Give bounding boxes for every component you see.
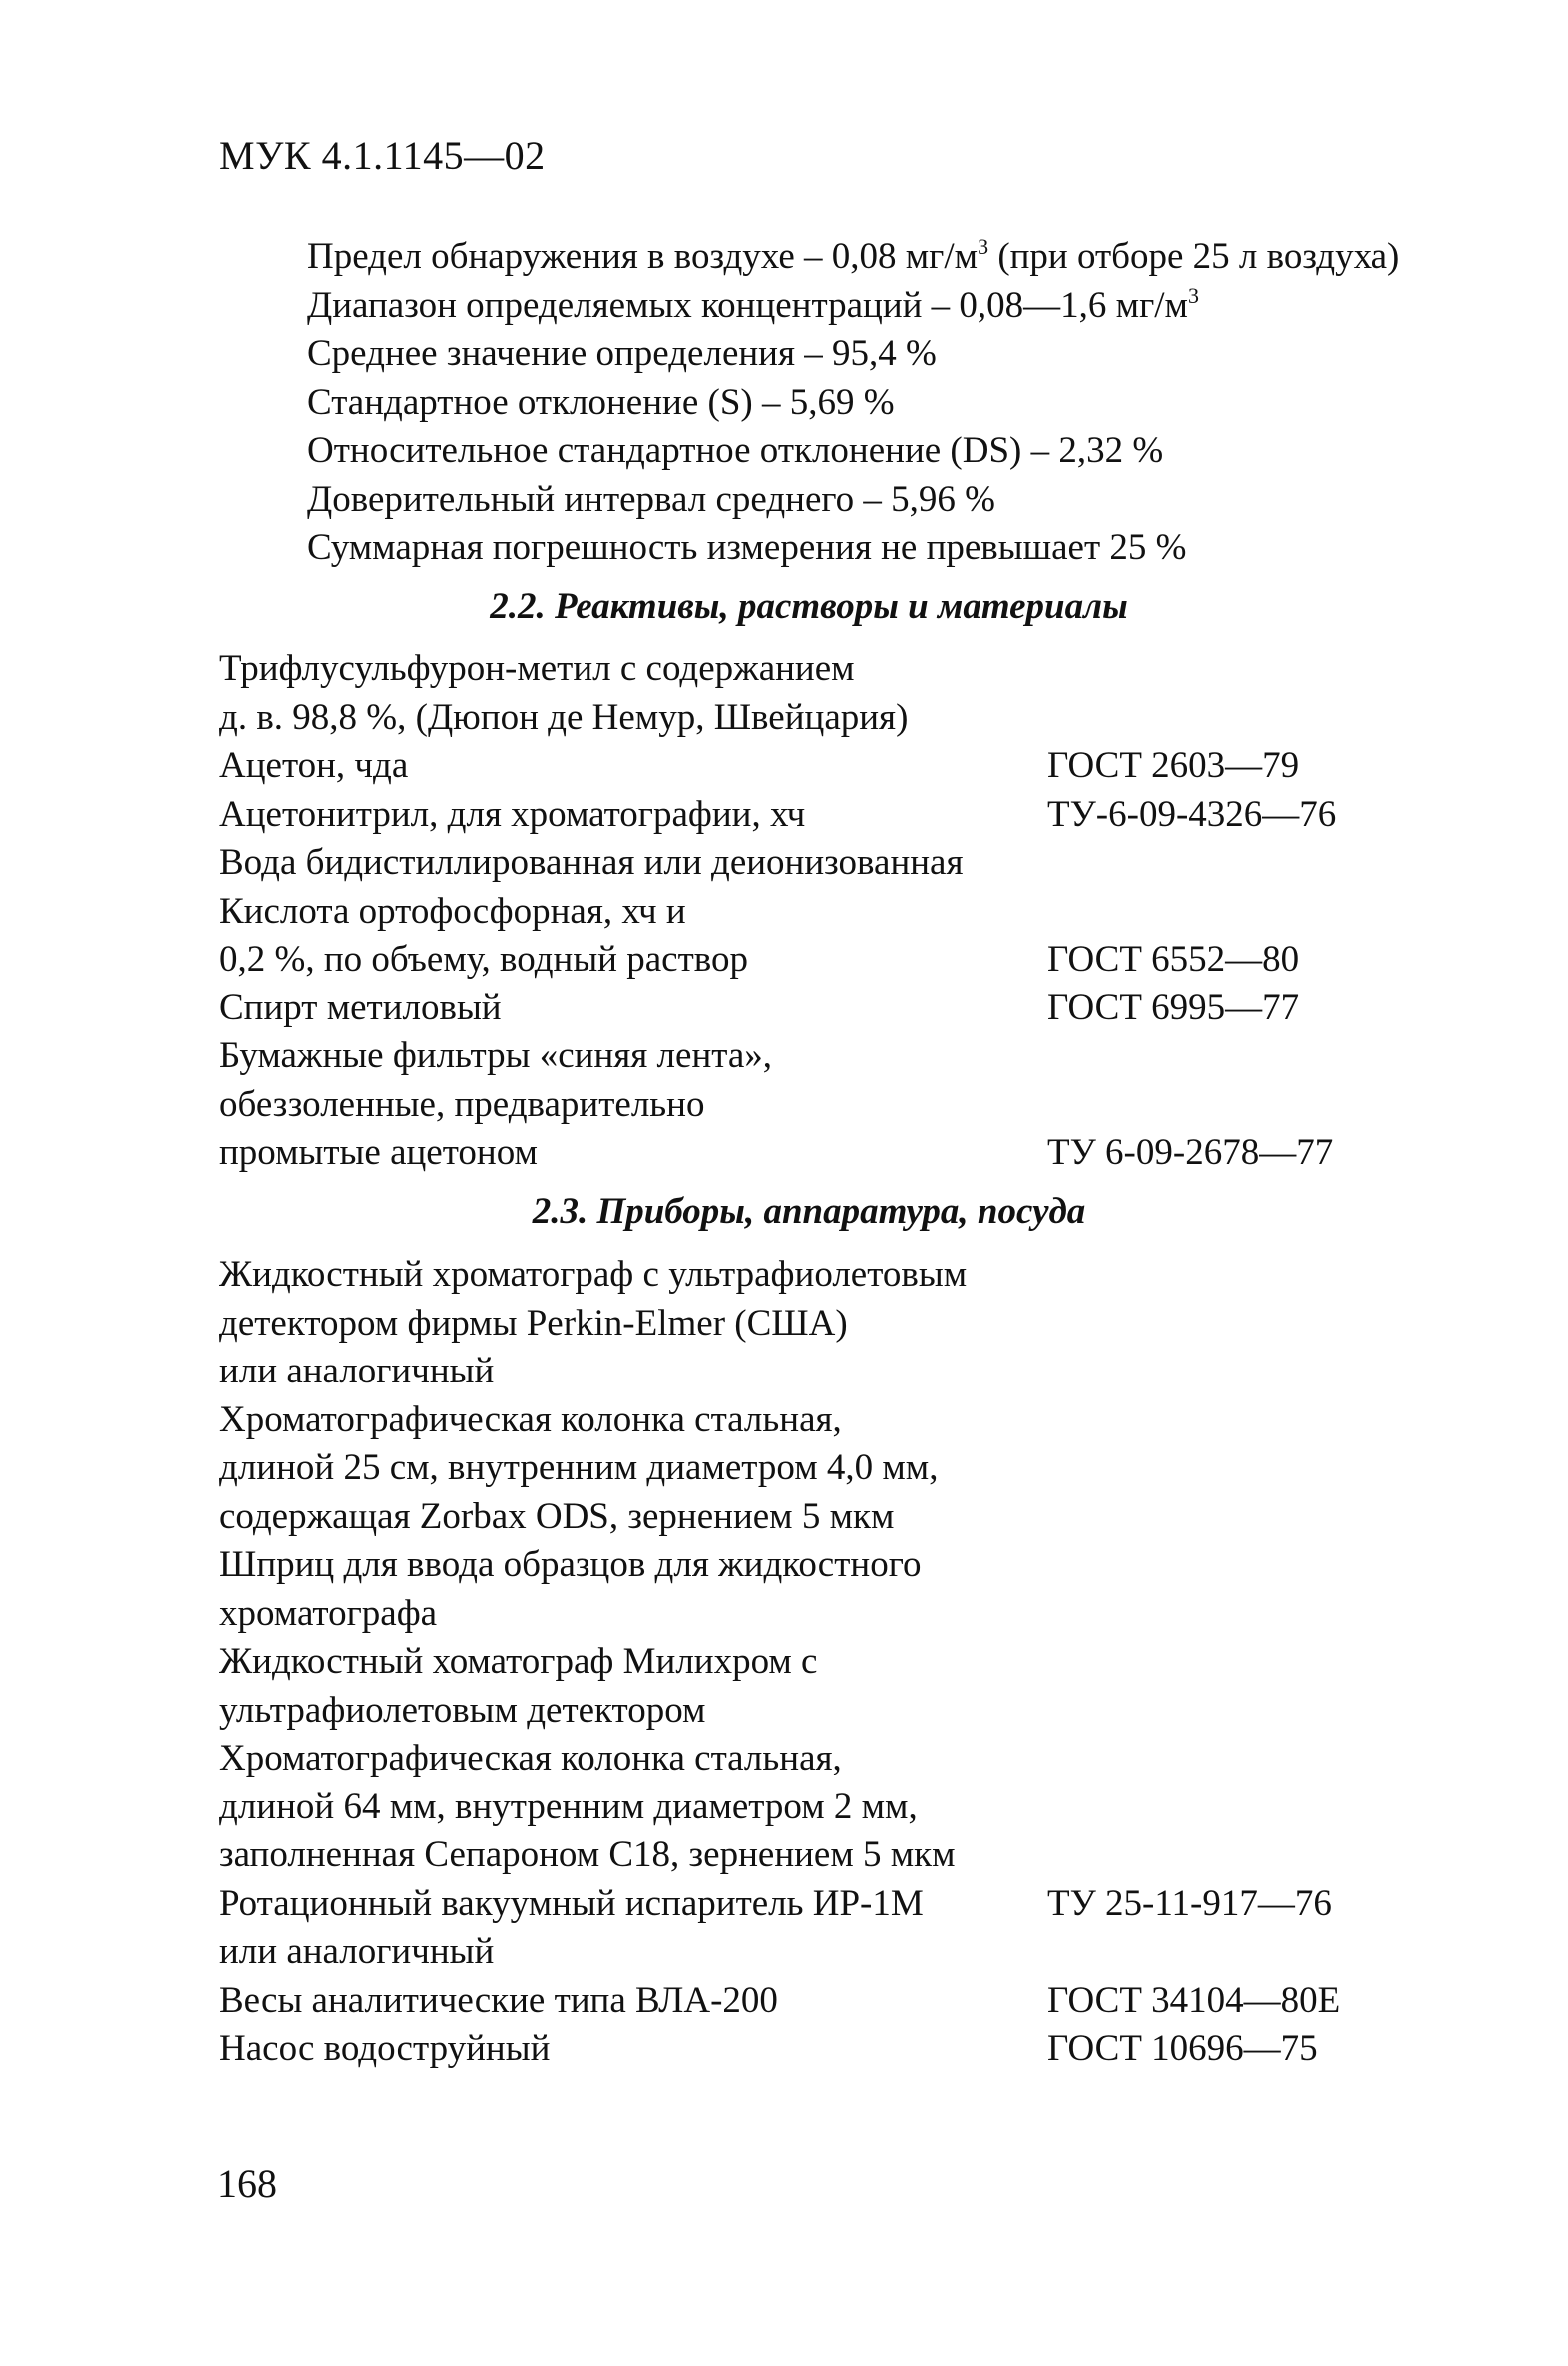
list-item: [219, 1638, 1367, 1735]
list-item: [219, 1032, 1367, 1129]
metric-text: Предел обнаружения в воздухе – 0,08 мг/м: [307, 236, 979, 277]
list-item: [219, 839, 1367, 888]
metric-text: Относительное стандартное отклонение (DS) – 2,32 %: [307, 430, 1164, 471]
metric-line: [307, 282, 1554, 331]
list-item: [219, 1977, 1367, 2026]
item-name: Хроматографическая колонка стальная, длиной 25 см, внутренним диаметром 4,0 мм, содержащая Zorbax ODS, зернением 5 мкм: [219, 1398, 939, 1537]
list-item: [219, 1251, 1367, 1396]
item-standard: [1047, 1032, 1367, 1129]
metric-text: Стандартное отклонение (S) – 5,69 %: [307, 381, 895, 423]
metrological-characteristics: [307, 233, 1554, 573]
item-standard: ГОСТ 34104—80Е: [1047, 1979, 1341, 2021]
list-item: [219, 742, 1367, 791]
section-heading-equipment: 2.3. Приборы, аппаратура, посуда: [532, 1191, 1086, 1232]
section-heading-reagents: 2.2. Реактивы, растворы и материалы: [490, 587, 1128, 627]
item-name: Трифлусульфурон-метил с содержанием д. в. 98,8 %, (Дюпон де Немур, Швейцария): [219, 648, 909, 738]
metric-text: Диапазон определяемых концентраций – 0,08—1,6 мг/м: [307, 284, 1188, 326]
metric-text: Среднее значение определения – 95,4 %: [307, 333, 937, 374]
item-standard: [1047, 1638, 1367, 1735]
item-name: Насос водоструйный: [219, 2028, 551, 2069]
item-name: или аналогичный: [219, 1931, 495, 1972]
item-standard: ТУ-6-09-4326—76: [1047, 793, 1337, 835]
item-name: Весы аналитические типа ВЛА-200: [219, 1979, 778, 2021]
list-item: [219, 791, 1367, 840]
item-standard: [1047, 1396, 1367, 1542]
item-standard: [1047, 839, 1367, 888]
item-name: Ацетонитрил, для хроматографии, хч: [219, 793, 806, 835]
document-code-header: МУК 4.1.1145—02: [219, 133, 546, 178]
metric-line: [307, 476, 1554, 525]
list-item: [219, 2025, 1367, 2074]
item-standard: ТУ 25-11-917—76: [1047, 1882, 1332, 1924]
item-standard: ГОСТ 10696—75: [1047, 2028, 1318, 2069]
list-item: [219, 1735, 1367, 1880]
metric-text: Суммарная погрешность измерения не превышает 25 %: [307, 527, 1187, 568]
item-name: Вода бидистиллированная или деионизованная: [219, 842, 964, 883]
item-name: промытые ацетоном: [219, 1132, 538, 1173]
list-item: [219, 888, 1367, 937]
metric-line: [307, 427, 1554, 476]
item-name: Ацетон, чда: [219, 745, 409, 786]
item-standard: [1047, 1735, 1367, 1880]
item-standard: [1047, 1928, 1367, 1977]
page-number: 168: [217, 2162, 277, 2206]
list-item: [219, 645, 1367, 742]
item-standard: [1047, 645, 1367, 742]
list-item: [219, 1129, 1367, 1178]
item-standard: [1047, 888, 1367, 937]
item-standard: [1047, 1251, 1367, 1396]
item-standard: [1047, 1541, 1367, 1638]
list-item: [219, 1396, 1367, 1542]
item-standard: ГОСТ 2603—79: [1047, 745, 1300, 786]
equipment-list: [219, 1251, 1367, 2074]
metric-line: [307, 379, 1554, 428]
metric-superscript: 3: [1187, 282, 1199, 308]
item-name: Кислота ортофосфорная, хч и: [219, 890, 686, 932]
item-standard: ТУ 6-09-2678—77: [1047, 1132, 1334, 1173]
list-item: [219, 1928, 1367, 1977]
list-item: [219, 1880, 1367, 1929]
list-item: [219, 936, 1367, 985]
item-standard: ГОСТ 6552—80: [1047, 939, 1300, 980]
metric-line: [307, 524, 1554, 573]
item-standard: ГОСТ 6995—77: [1047, 986, 1300, 1028]
metric-line: [307, 233, 1554, 282]
list-item: [219, 1541, 1367, 1638]
item-name: Ротационный вакуумный испаритель ИР-1М: [219, 1882, 924, 1924]
item-name: Спирт метиловый: [219, 986, 502, 1028]
metric-superscript: 3: [978, 234, 989, 259]
metric-tail: (при отборе 25 л воздуха): [988, 236, 1400, 277]
item-name: Бумажные фильтры «синяя лента», обеззоленные, предварительно: [219, 1035, 773, 1125]
reagents-list: [219, 645, 1367, 1178]
item-name: Хроматографическая колонка стальная, длиной 64 мм, внутренним диаметром 2 мм, заполненная Сепароном С18, зернением 5 мкм: [219, 1738, 956, 1875]
item-name: Жидкостный хоматограф Милихром с ультрафиолетовым детектором: [219, 1641, 818, 1731]
list-item: [219, 985, 1367, 1033]
item-name: Жидкостный хроматограф с ультрафиолетовым детектором фирмы Perkin-Elmer (США) или аналогичный: [219, 1254, 968, 1391]
item-name: 0,2 %, по объему, водный раствор: [219, 939, 748, 980]
item-name: Шприц для ввода образцов для жидкостного хроматографа: [219, 1544, 922, 1634]
metric-line: [307, 330, 1554, 379]
metric-text: Доверительный интервал среднего – 5,96 %: [307, 478, 995, 520]
